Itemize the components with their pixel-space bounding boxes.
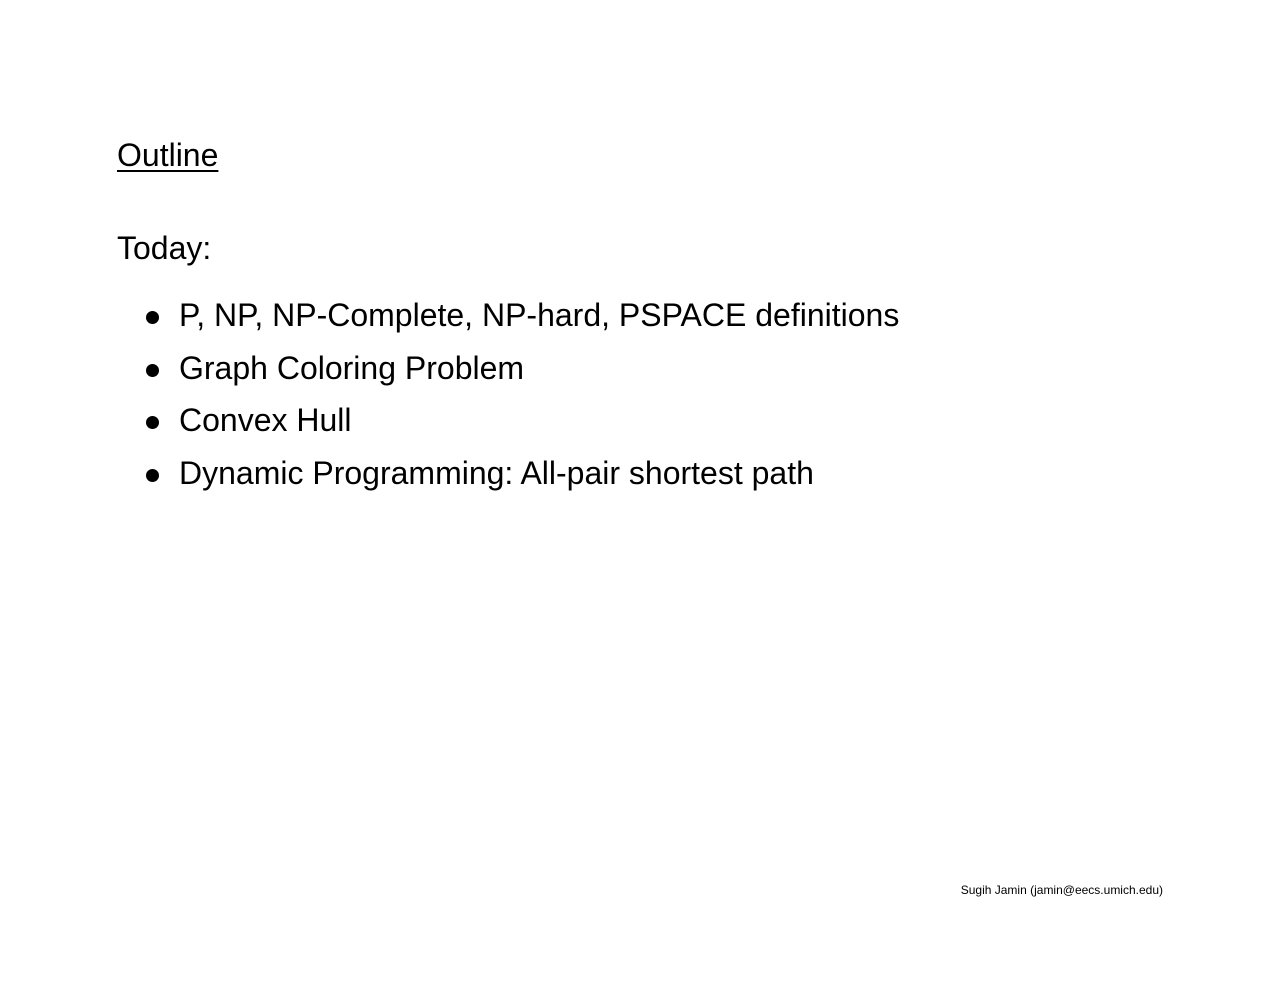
list-item-text: Dynamic Programming: All-pair shortest path: [179, 454, 814, 491]
list-item-text: P, NP, NP-Complete, NP-hard, PSPACE definitions: [179, 297, 900, 333]
list-item-text: Convex Hull: [179, 402, 352, 438]
intro-label: Today:: [117, 230, 212, 266]
bullet-icon: [146, 311, 159, 324]
bullet-icon: [146, 416, 159, 429]
bullet-icon: [146, 364, 159, 377]
list-item-text: Graph Coloring Problem: [179, 349, 525, 386]
slide-title: Outline: [117, 137, 219, 173]
bullet-icon: [146, 469, 159, 482]
author-footer: Sugih Jamin (jamin@eecs.umich.edu): [960, 883, 1163, 897]
